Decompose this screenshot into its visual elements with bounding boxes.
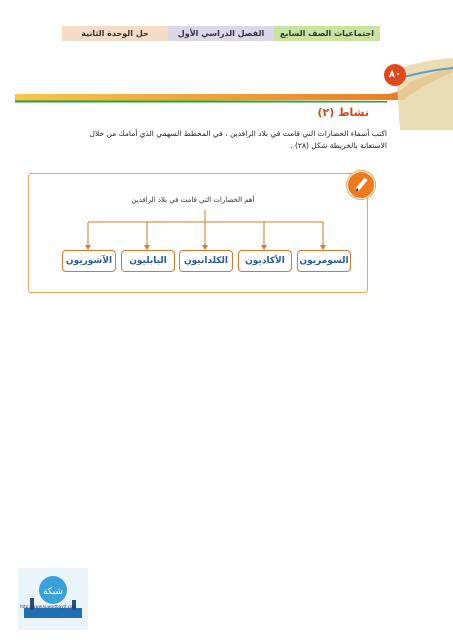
header-unit: حل الوحدة الثانية	[62, 26, 168, 41]
site-logo	[18, 568, 88, 630]
activity-title: نشاط (٢)	[317, 106, 369, 119]
activity-instructions: اكتب أسماء الحضارات التي قامت في بلاد الرافدين ، في المخطط السهمي الذي أمامك من خلال الاستعانة بالخريطة شكل (٢٨) .	[89, 129, 387, 150]
node-sumerians: السومريون	[297, 250, 351, 272]
svg-text:شبكة: شبكة	[42, 587, 64, 597]
node-chaldeans: الكلدانيون	[179, 250, 233, 272]
diagram-title: أهم الحضارات التي قامت في بلاد الرافدين	[131, 196, 255, 204]
header-subject: اجتماعيات الصف السابع	[274, 26, 380, 41]
node-assyrians: الآشوريون	[62, 250, 116, 272]
page-number: ٨٠	[384, 64, 406, 86]
node-babylonians: البابليون	[121, 250, 175, 272]
node-akkadians: الأكاديون	[238, 250, 292, 272]
watermark-url: http://www.kuwaitbaytt.com	[20, 604, 77, 609]
header-semester: الفصل الدراسي الأول	[168, 26, 274, 41]
